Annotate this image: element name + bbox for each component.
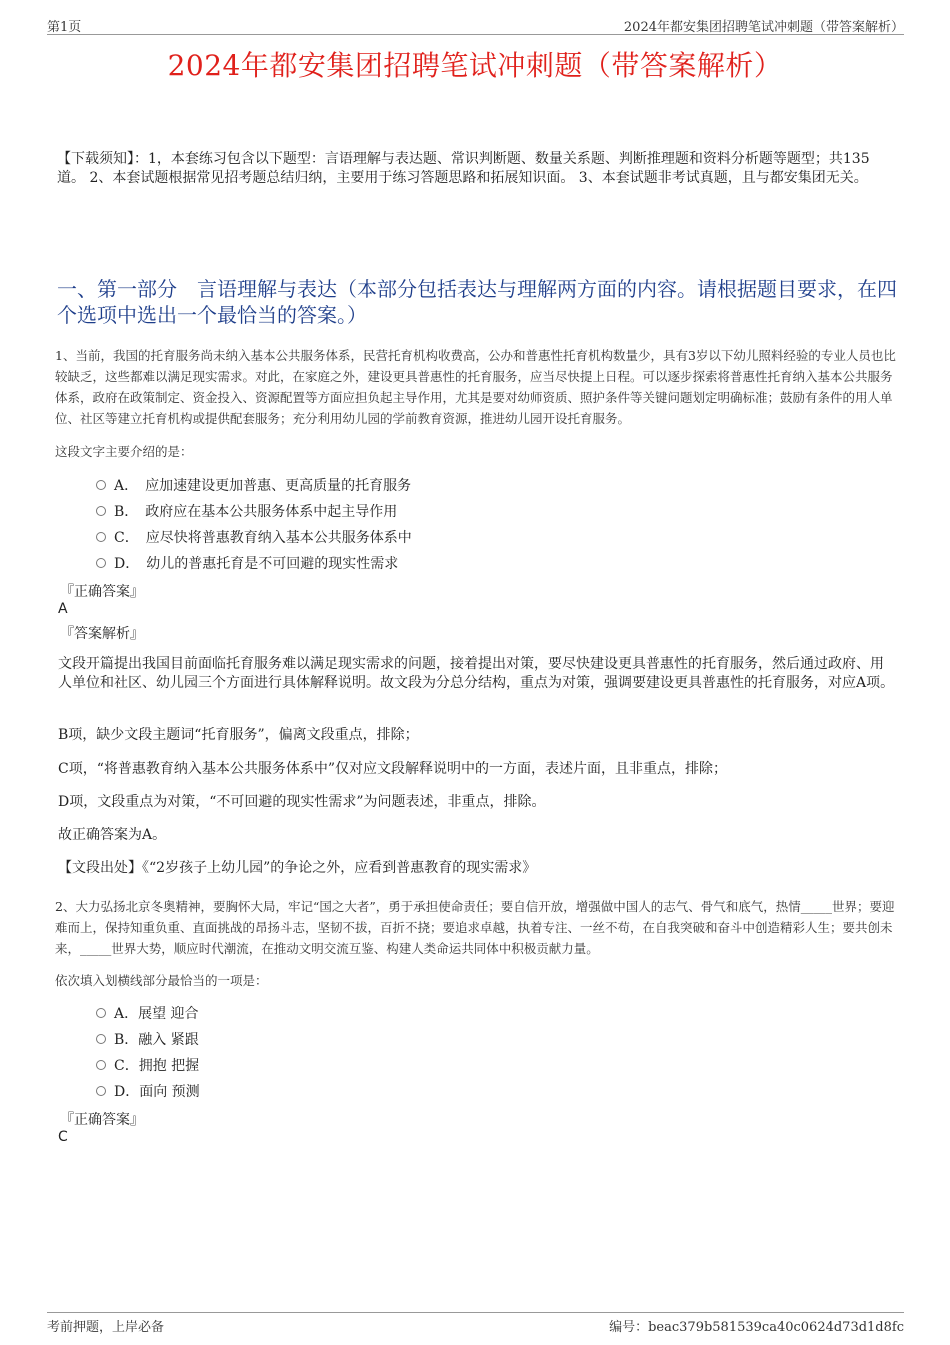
radio-icon[interactable]: [96, 1034, 106, 1044]
question-1-prompt: 这段文字主要介绍的是：: [55, 444, 193, 459]
question-1-answer: A: [58, 601, 68, 617]
question-1-text: 1、当前，我国的托育服务尚未纳入基本公共服务体系，民营托育机构收费高，公办和普惠性托育机构数量少，具有3岁以下幼儿照料经验的专业人员也比较缺乏，这些都难以满足现实需求。对此，在家庭之外，建设更具普惠性的托育服务，应当尽快提上日程。可以逐步探索将普惠性托育纳入基本公共服务体系，政府在政策制定、资金投入、资源配置等方面应担负起主导作用，尤其是要对幼师资质、照护条件等关键问题划定明确标准；鼓励有条件的用人单位、社区等建立托育机构或提供配套服务；充分利用幼儿园的学前教育资源，推进幼儿园开设托育服务。: [55, 348, 896, 426]
radio-icon[interactable]: [96, 1086, 106, 1096]
radio-icon[interactable]: [96, 1060, 106, 1070]
radio-icon[interactable]: [96, 480, 106, 490]
analysis-paragraph: C项，“将普惠教育纳入基本公共服务体系中”仅对应文段解释说明中的一方面，表述片面，且非重点，排除；: [58, 761, 728, 777]
page-number: 第1页: [47, 20, 82, 35]
radio-icon[interactable]: [96, 558, 106, 568]
question-2-answer-label: 『正确答案』: [60, 1112, 144, 1128]
footer-slogan: 考前押题，上岸必备: [47, 1320, 165, 1335]
question-2-option-a[interactable]: A．展望 迎合: [96, 1004, 199, 1024]
question-1-answer-label: 『正确答案』: [60, 584, 144, 600]
document-code: 编号：beac379b581539ca40c0624d73d1d8fc: [609, 1320, 904, 1335]
radio-icon[interactable]: [96, 506, 106, 516]
question-1-option-c[interactable]: C． 应尽快将普惠教育纳入基本公共服务体系中: [96, 528, 412, 548]
question-1-option-b[interactable]: B． 政府应在基本公共服务体系中起主导作用: [96, 502, 397, 522]
question-1-analysis-label: 『答案解析』: [60, 626, 144, 642]
analysis-paragraph: 文段开篇提出我国目前面临托育服务难以满足现实需求的问题，接着提出对策，要尽快建设更具普惠性的托育服务，然后通过政府、用人单位和社区、幼儿园三个方面进行具体解释说明。故文段为分总分结构，重点为对策，强调要建设更具普惠性的托育服务，对应A项。: [58, 656, 895, 691]
question-1-option-d[interactable]: D． 幼儿的普惠托育是不可回避的现实性需求: [96, 554, 398, 574]
radio-icon[interactable]: [96, 532, 106, 542]
analysis-paragraph: B项，缺少文段主题词“托育服务”，偏离文段重点，排除；: [58, 727, 419, 743]
question-2-prompt: 依次填入划横线部分最恰当的一项是：: [55, 973, 268, 988]
question-2-text: 2、大力弘扬北京冬奥精神，要胸怀大局，牢记“国之大者”，勇于承担使命责任；要自信开放，增强做中国人的志气、骨气和底气，热情_____世界；要迎难而上，保持知重负重、直面挑战的昂扬斗志，坚韧不拔，百折不挠；要追求卓越，执着专注、一丝不苟，在自我突破和奋斗中创造精彩人生；要共创未来，_____世界大势，顺应时代潮流，在推动文明交流互鉴、构建人类命运共同体中积极贡献力量。: [55, 899, 895, 956]
analysis-paragraph: 故正确答案为A。: [58, 827, 167, 843]
radio-icon[interactable]: [96, 1008, 106, 1018]
section-heading: 一、第一部分 言语理解与表达（本部分包括表达与理解两方面的内容。请根据题目要求，在四个选项中选出一个最恰当的答案。）: [57, 277, 897, 327]
page-title: 2024年都安集团招聘笔试冲刺题（带答案解析）: [167, 49, 783, 82]
question-1-option-a[interactable]: A． 应加速建设更加普惠、更高质量的托育服务: [96, 476, 411, 496]
question-2-option-d[interactable]: D．面向 预测: [96, 1082, 200, 1102]
analysis-paragraph: D项，文段重点为对策，“不可回避的现实性需求”为问题表述，非重点，排除。: [58, 794, 546, 810]
page-header: [47, 14, 904, 35]
header-doc-title: 2024年都安集团招聘笔试冲刺题（带答案解析）: [623, 20, 904, 35]
source-citation: 【文段出处】《“2岁孩子上幼儿园”的争论之外，应看到普惠教育的现实需求》: [58, 860, 537, 876]
question-2-option-b[interactable]: B．融入 紧跟: [96, 1030, 199, 1050]
page-footer: [47, 1312, 904, 1337]
question-2-answer: C: [58, 1129, 68, 1145]
download-notice: 【下载须知】：1，本套练习包含以下题型：言语理解与表达题、常识判断题、数量关系题、判断推理题和资料分析题等题型；共135道。 2、本套试题根据常见招考题总结归纳，主要用于练习答题思路和拓展知识面。 3、本套试题非考试真题，且与都安集团无关。: [57, 151, 870, 186]
question-2-option-c[interactable]: C．拥抱 把握: [96, 1056, 199, 1076]
